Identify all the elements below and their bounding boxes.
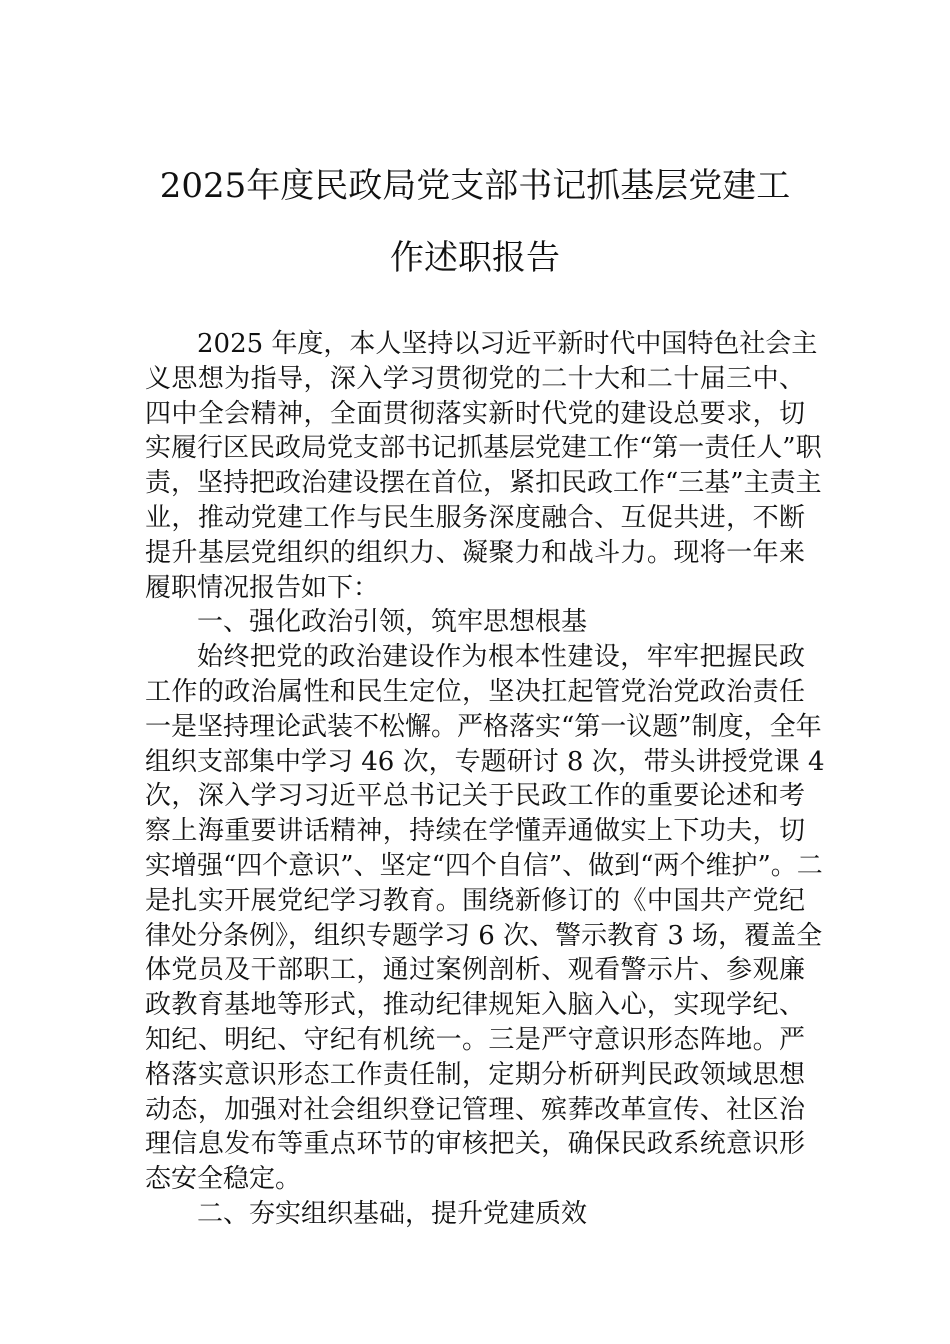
text-line: 始终把党的政治建设作为根本性建设，牢牢把握民政 <box>197 642 805 673</box>
text-line: 实履行区民政局党支部书记抓基层党建工作“第一责任人”职 <box>145 433 822 464</box>
document-title-line-2: 作述职报告 <box>390 238 560 278</box>
section-heading: 一、强化政治引领，筑牢思想根基 <box>197 607 588 638</box>
document-body <box>145 327 825 1232</box>
text-line: 律处分条例》，组织专题学习 6 次、警示教育 3 场，覆盖全 <box>145 920 823 951</box>
text-line: 政教育基地等形式，推动纪律规矩入脑入心，实现学纪、 <box>145 990 805 1021</box>
text-line: 实增强“四个意识”、坚定“四个自信”、做到“两个维护”。二 <box>145 850 823 881</box>
text-line: 是扎实开展党纪学习教育。围绕新修订的《中国共产党纪 <box>145 885 805 916</box>
text-line: 四中全会精神，全面贯彻落实新时代党的建设总要求，切 <box>145 398 805 429</box>
text-line: 体党员及干部职工，通过案例剖析、观看警示片、参观廉 <box>145 955 805 986</box>
text-line: 动态，加强对社会组织登记管理、殡葬改革宣传、社区治 <box>145 1094 805 1125</box>
text-line: 工作的政治属性和民生定位，坚决扛起管党治党政治责任 <box>145 676 805 707</box>
text-line: 履职情况报告如下： <box>145 572 380 603</box>
text-line: 察上海重要讲话精神，持续在学懂弄通做实上下功夫，切 <box>145 816 805 847</box>
text-line: 次，深入学习习近平总书记关于民政工作的重要论述和考 <box>145 781 805 812</box>
text-line: 提升基层党组织的组织力、凝聚力和战斗力。现将一年来 <box>145 537 805 568</box>
section-heading: 二、夯实组织基础，提升党建质效 <box>197 1198 588 1229</box>
text-line: 一是坚持理论武装不松懈。严格落实“第一议题”制度，全年 <box>145 711 822 742</box>
text-line: 理信息发布等重点环节的审核把关，确保民政系统意识形 <box>145 1129 805 1160</box>
document-title-line-1: 2025年度民政局党支部书记抓基层党建工 <box>159 166 791 206</box>
text-line: 义思想为指导，深入学习贯彻党的二十大和二十届三中、 <box>145 363 805 394</box>
text-line: 态安全稳定。 <box>145 1164 302 1195</box>
text-line: 业，推动党建工作与民生服务深度融合、互促共进，不断 <box>145 502 805 533</box>
text-line: 格落实意识形态工作责任制，定期分析研判民政领域思想 <box>145 1059 805 1090</box>
text-line: 知纪、明纪、守纪有机统一。三是严守意识形态阵地。严 <box>145 1024 805 1055</box>
text-line: 责，坚持把政治建设摆在首位，紧扣民政工作“三基”主责主 <box>145 468 822 499</box>
text-line: 2025 年度，本人坚持以习近平新时代中国特色社会主 <box>197 329 818 359</box>
text-line: 组织支部集中学习 46 次，专题研讨 8 次，带头讲授党课 4 <box>145 746 825 777</box>
